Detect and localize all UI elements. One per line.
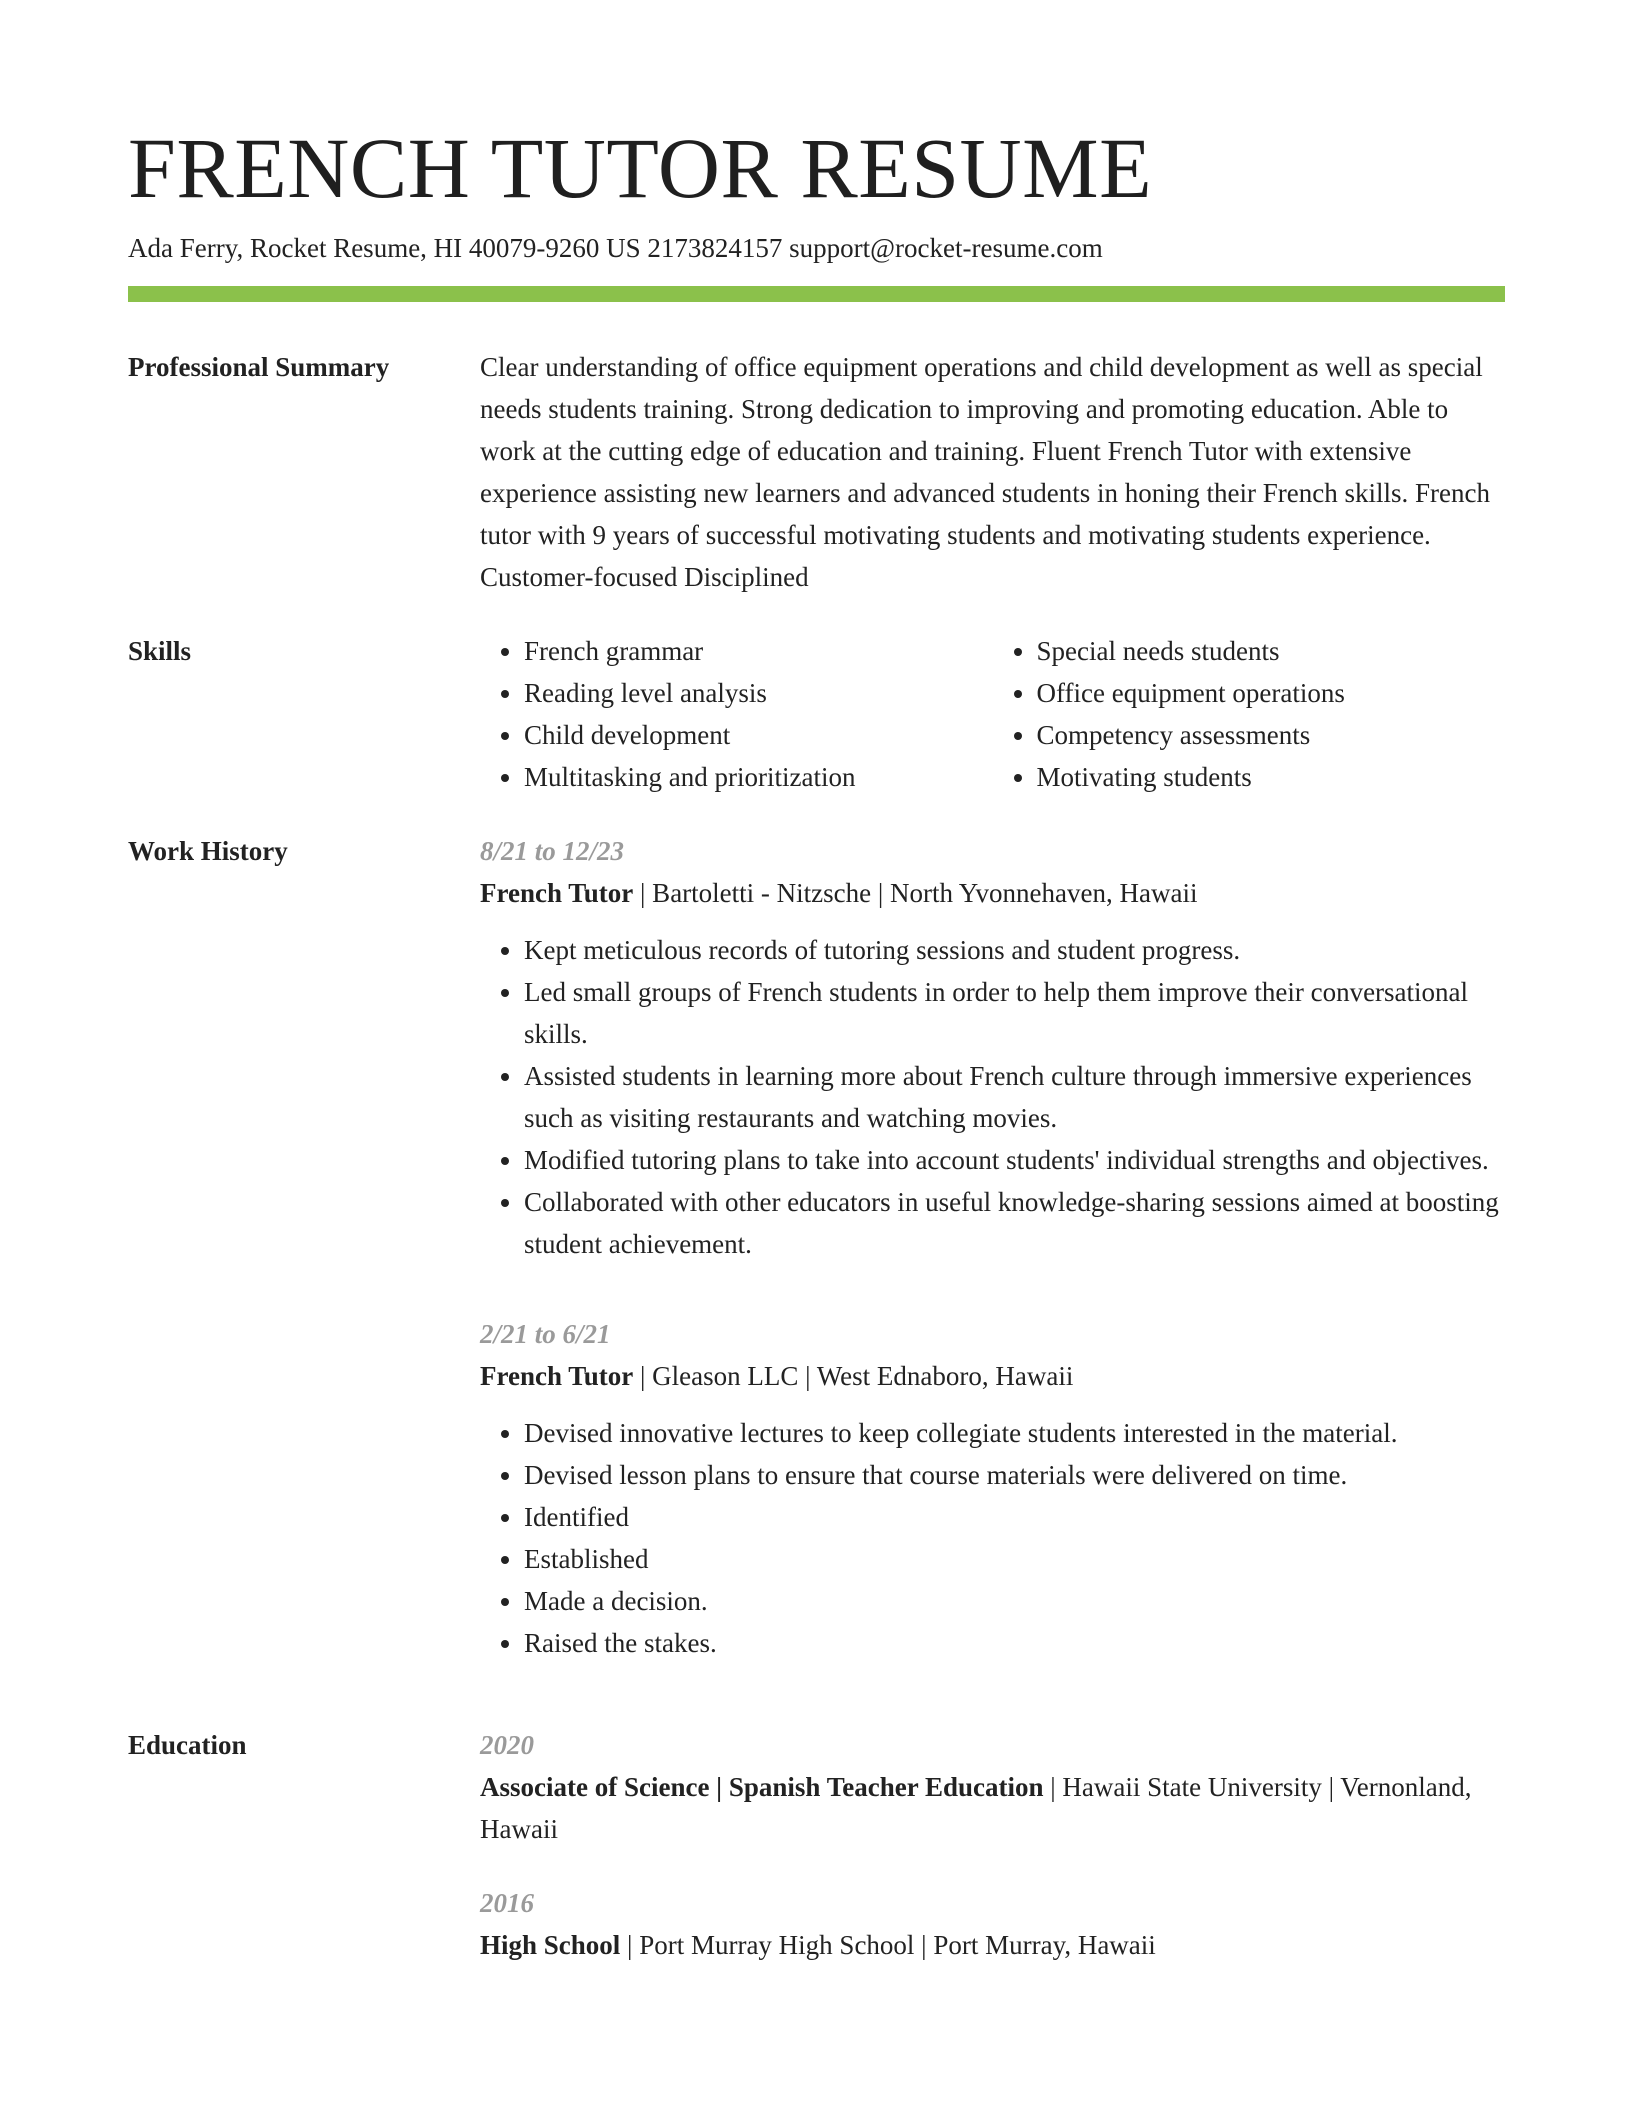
- job-title: French Tutor: [480, 878, 634, 908]
- job-bullet: • Modified tutoring plans to take into account students' individual strengths and objectives.: [524, 1139, 1505, 1181]
- header-divider: [128, 286, 1505, 302]
- job-bullet: • Collaborated with other educators in useful knowledge-sharing sessions aimed at boosting student achievement.: [524, 1181, 1505, 1265]
- skills-heading: Skills: [128, 636, 192, 666]
- skill-item: • Reading level analysis: [524, 672, 993, 714]
- education-entry: [480, 1724, 1505, 1850]
- education-entry: [480, 1882, 1505, 1966]
- contact-name-address: Ada Ferry, Rocket Resume, HI 40079-9260 US: [128, 233, 641, 263]
- job-header: [480, 1355, 1505, 1397]
- job-bullet: • Devised lesson plans to ensure that course materials were delivered on time.: [524, 1454, 1505, 1496]
- resume-title: FRENCH TUTOR RESUME: [128, 120, 1153, 216]
- job-title: French Tutor: [480, 1361, 634, 1391]
- education-degree: Associate of Science | Spanish Teacher Education: [480, 1772, 1044, 1802]
- summary-text: Clear understanding of office equipment operations and child development as well as special needs students training. Strong dedication to improving and promoting education. Able to work at the cutting edge of education and training. Fluent French Tutor with extensive experience assisting new learners and advanced students in honing their French skills. French tutor with 9 years of successful motivating students and motivating students experience. Customer-focused Disciplined: [480, 352, 1490, 592]
- contact-line: [128, 230, 1103, 266]
- education-header: [480, 1924, 1505, 1966]
- skills-list-left: [480, 630, 993, 798]
- education-degree: High School: [480, 1930, 621, 1960]
- contact-phone: 2173824157: [647, 233, 783, 263]
- skill-item: • Motivating students: [1037, 756, 1506, 798]
- job-bullet: • Identified: [524, 1496, 1505, 1538]
- education-header: [480, 1766, 1505, 1850]
- job-bullets: [480, 1412, 1505, 1664]
- contact-email[interactable]: support@rocket-resume.com: [789, 233, 1103, 263]
- job-bullet: • Established: [524, 1538, 1505, 1580]
- job-dates: 2/21 to 6/21: [480, 1319, 611, 1349]
- education-heading: Education: [128, 1730, 247, 1760]
- job-entry: [480, 830, 1505, 1265]
- education-details: | Hawaii State University | Vernonland, Hawaii: [480, 1772, 1472, 1844]
- job-bullet: • Led small groups of French students in order to help them improve their conversational skills.: [524, 971, 1505, 1055]
- education-year: 2016: [480, 1888, 534, 1918]
- job-bullet: • Raised the stakes.: [524, 1622, 1505, 1664]
- job-details: | Bartoletti - Nitzsche | North Yvonnehaven, Hawaii: [633, 878, 1198, 908]
- education-year: 2020: [480, 1730, 534, 1760]
- job-bullet: • Made a decision.: [524, 1580, 1505, 1622]
- education-details: | Port Murray High School | Port Murray, Hawaii: [620, 1930, 1156, 1960]
- job-header: [480, 872, 1505, 914]
- skill-item: • Office equipment operations: [1037, 672, 1506, 714]
- job-dates: 8/21 to 12/23: [480, 836, 625, 866]
- skill-item: • Competency assessments: [1037, 714, 1506, 756]
- summary-heading: Professional Summary: [128, 352, 390, 382]
- job-bullet: • Kept meticulous records of tutoring sessions and student progress.: [524, 929, 1505, 971]
- work-history-heading: Work History: [128, 836, 288, 866]
- skill-item: • French grammar: [524, 630, 993, 672]
- job-details: | Gleason LLC | West Ednaboro, Hawaii: [633, 1361, 1074, 1391]
- skill-item: • Child development: [524, 714, 993, 756]
- skill-item: • Special needs students: [1037, 630, 1506, 672]
- job-bullet: • Assisted students in learning more about French culture through immersive experiences such as visiting restaurants and watching movies.: [524, 1055, 1505, 1139]
- skills-list-right: [993, 630, 1506, 798]
- skill-item: • Multitasking and prioritization: [524, 756, 993, 798]
- job-bullets: [480, 929, 1505, 1265]
- job-entry: [480, 1313, 1505, 1664]
- job-bullet: • Devised innovative lectures to keep collegiate students interested in the material.: [524, 1412, 1505, 1454]
